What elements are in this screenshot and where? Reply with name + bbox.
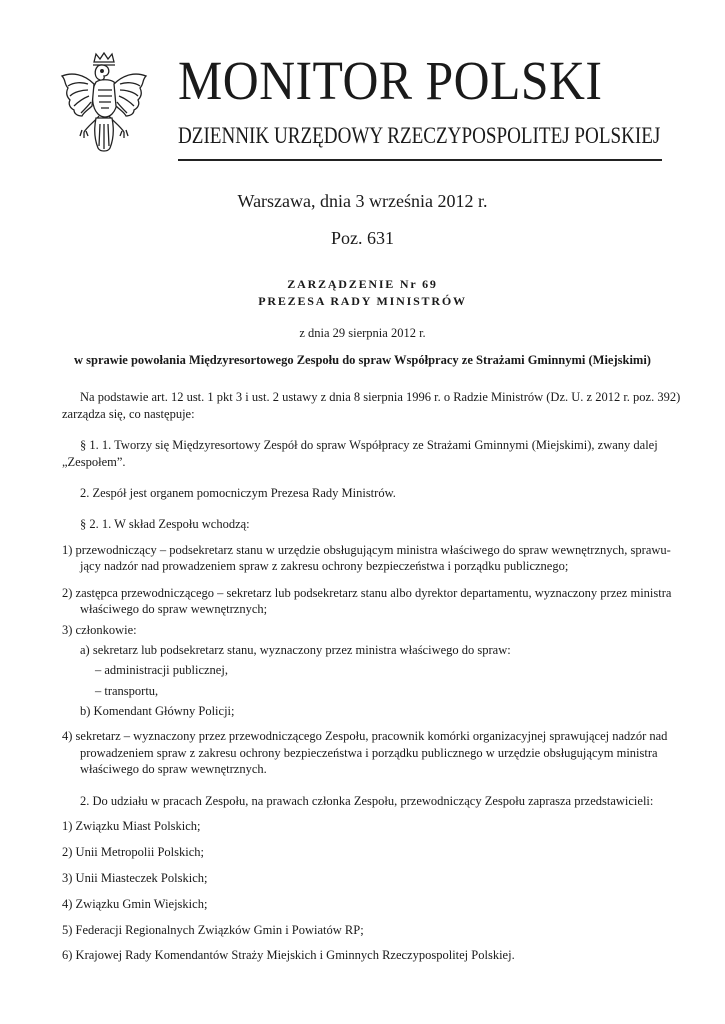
member-item-3a: a) sekretarz lub podsekretarz stanu, wyznaczony przez ministra właściwego do spraw: bbox=[80, 643, 511, 657]
invitee-item: 4) Związku Gmin Wiejskich; bbox=[62, 897, 208, 911]
section-1-para-1-line-2: „Zespołem”. bbox=[62, 455, 126, 469]
masthead-divider bbox=[178, 159, 662, 161]
section-1-para-2: 2. Zespół jest organem pomocniczym Prezesa Rady Ministrów. bbox=[80, 486, 396, 500]
member-item-2-line-2: właściwego do spraw wewnętrznych; bbox=[80, 602, 268, 616]
member-item-3a-dash-2: – transportu, bbox=[95, 684, 159, 698]
member-item-3a-dash-1: – administracji publicznej, bbox=[95, 663, 228, 677]
preamble-line-2: zarządza się, co następuje: bbox=[62, 407, 195, 421]
member-item-2-line-1: 2) zastępca przewodniczącego – sekretarz lub podsekretarz stanu albo dyrektor departamentu, wyznaczony przez ministra bbox=[62, 586, 672, 600]
masthead-subtitle: DZIENNIK URZĘDOWY RZECZYPOSPOLITEJ POLSKIEJ bbox=[178, 123, 661, 148]
member-item-3: 3) członkowie: bbox=[62, 623, 137, 637]
invitee-item: 5) Federacji Regionalnych Związków Gmin i Powiatów RP; bbox=[62, 923, 364, 937]
invitee-item: 3) Unii Miasteczek Polskich; bbox=[62, 871, 208, 885]
member-item-4-line-2: prowadzeniem spraw z zakresu ochrony bezpieczeństwa i porządku publicznego w urzędzie obsługującym ministra bbox=[80, 746, 658, 760]
polish-eagle-icon bbox=[58, 52, 150, 160]
document-issuer: PREZESA RADY MINISTRÓW bbox=[258, 294, 467, 308]
document-subject: w sprawie powołania Międzyresortowego Zespołu do spraw Współpracy ze Strażami Gminnymi (Miejskimi) bbox=[74, 353, 651, 367]
member-item-1-line-2: jący nadzór nad prowadzeniem spraw z zakresu ochrony bezpieczeństwa i porządku publicznego; bbox=[80, 559, 569, 573]
section-2-para-2: 2. Do udziału w pracach Zespołu, na prawach członka Zespołu, przewodniczący Zespołu zaprasza przedstawicieli: bbox=[80, 794, 654, 808]
section-2-para-1: § 2. 1. W skład Zespołu wchodzą: bbox=[80, 517, 250, 531]
invitee-item: 2) Unii Metropolii Polskich; bbox=[62, 845, 205, 859]
document-date: z dnia 29 sierpnia 2012 r. bbox=[299, 326, 426, 340]
member-item-4-line-3: właściwego do spraw wewnętrznych. bbox=[80, 762, 267, 776]
position-number: Poz. 631 bbox=[331, 228, 394, 248]
member-item-1-line-1: 1) przewodniczący – podsekretarz stanu w urzędzie obsługującym ministra właściwego do spraw wewnętrznych, sprawu- bbox=[62, 543, 671, 557]
section-1-para-1-line-1: § 1. 1. Tworzy się Międzyresortowy Zespół do spraw Współpracy ze Strażami Gminnymi (Miejskimi), zwany dalej bbox=[80, 438, 658, 452]
member-item-3b: b) Komendant Główny Policji; bbox=[80, 704, 235, 718]
preamble-line-1: Na podstawie art. 12 ust. 1 pkt 3 i ust. 2 ustawy z dnia 8 sierpnia 1996 r. o Radzie Ministrów (Dz. U. z 2012 r. poz. 392) bbox=[80, 390, 681, 404]
invitee-item: 6) Krajowej Rady Komendantów Straży Miejskich i Gminnych Rzeczypospolitej Polskiej. bbox=[62, 948, 515, 962]
invitee-item: 1) Związku Miast Polskich; bbox=[62, 819, 201, 833]
document-type: ZARZĄDZENIE Nr 69 bbox=[287, 277, 438, 291]
member-item-4-line-1: 4) sekretarz – wyznaczony przez przewodniczącego Zespołu, pracownik komórki organizacyjnej sprawującej nadzór nad bbox=[62, 729, 668, 743]
place-date: Warszawa, dnia 3 września 2012 r. bbox=[237, 191, 488, 211]
masthead-title: MONITOR POLSKI bbox=[178, 50, 603, 111]
